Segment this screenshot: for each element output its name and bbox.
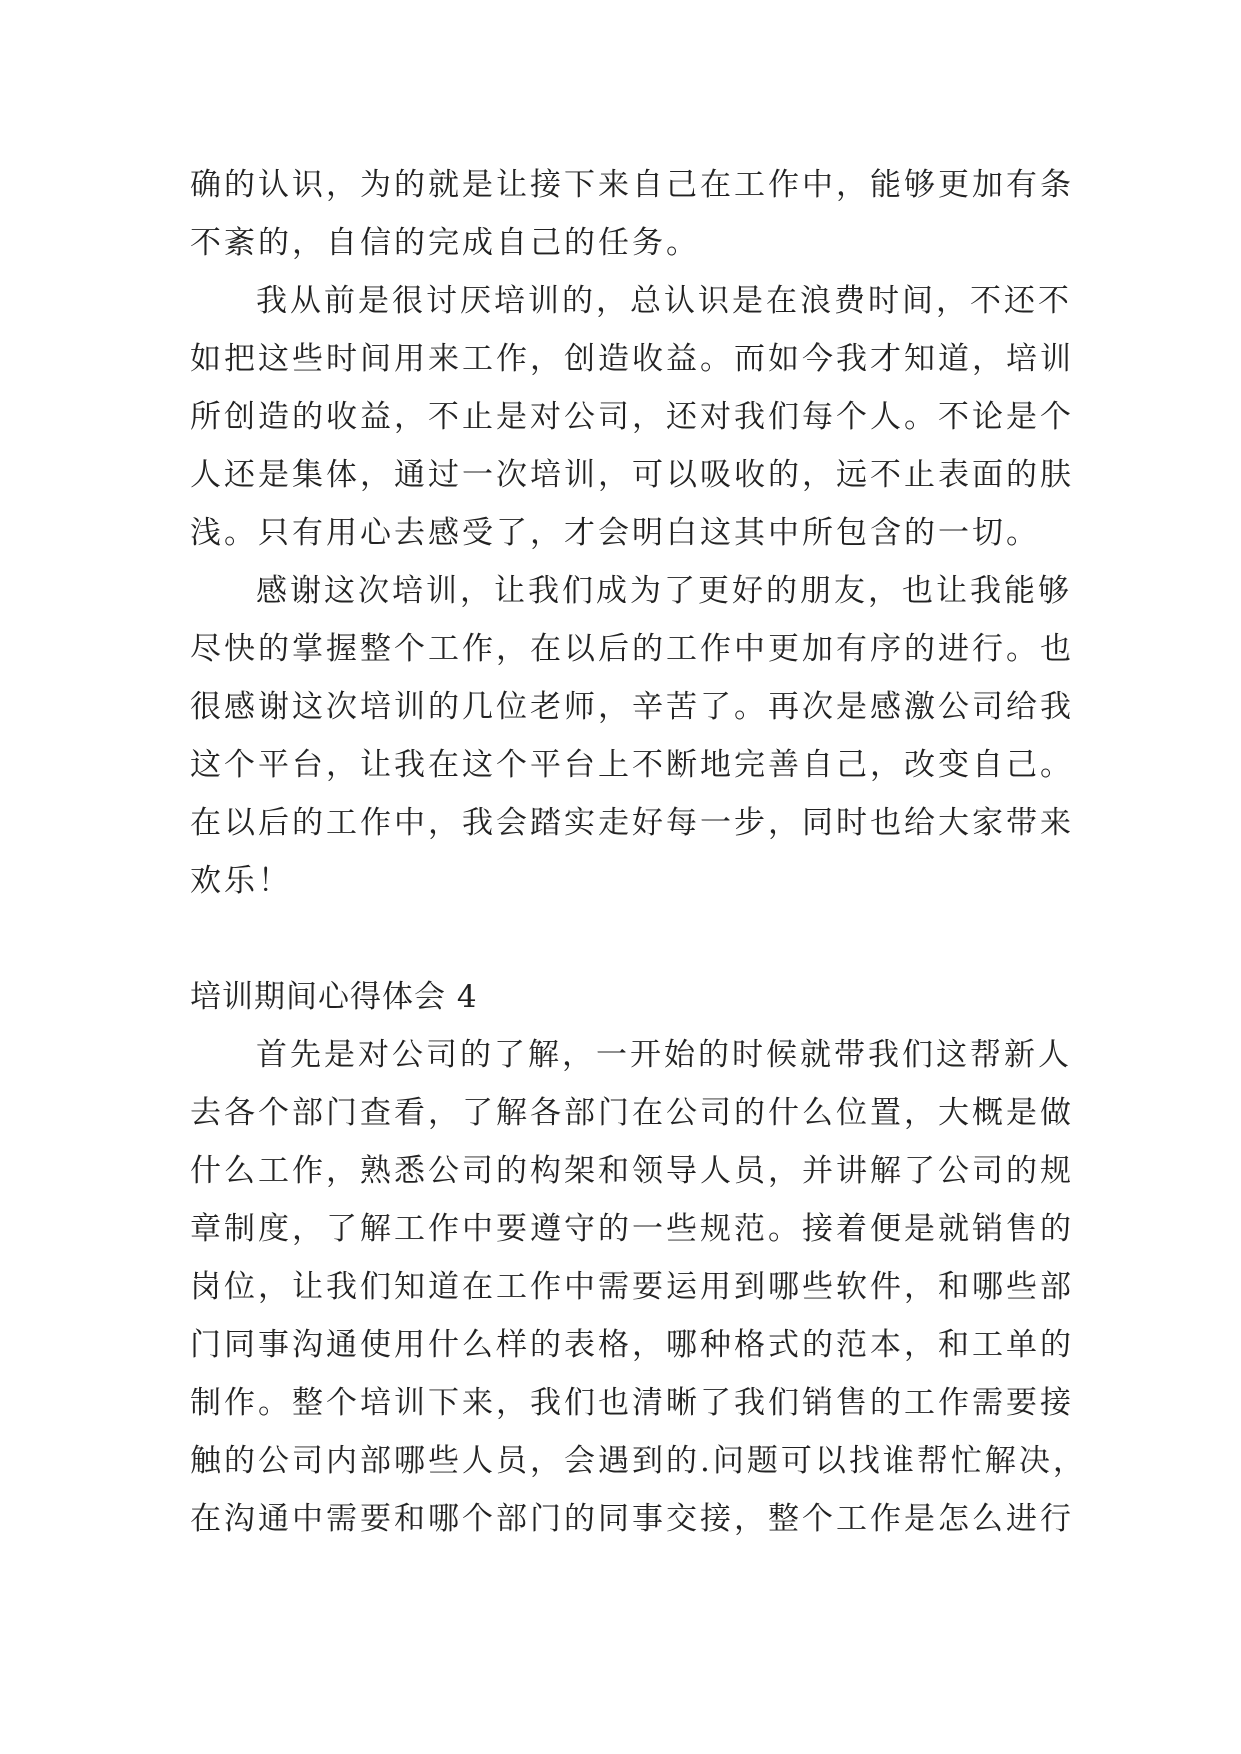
- text-line: 尽快的掌握整个工作，在以后的工作中更加有序的进行。也: [190, 631, 1074, 667]
- text-line: 人还是集体，通过一次培训，可以吸收的，远不止表面的肤: [190, 457, 1074, 493]
- text-line: 岗位，让我们知道在工作中需要运用到哪些软件，和哪些部: [190, 1269, 1074, 1305]
- blank-line: [190, 910, 1070, 968]
- text-line: 门同事沟通使用什么样的表格，哪种格式的范本，和工单的: [190, 1327, 1074, 1363]
- section-heading: 培训期间心得体会 4: [190, 979, 478, 1015]
- text-line: 首先是对公司的了解，一开始的时候就带我们这帮新人: [256, 1037, 1072, 1073]
- text-line: 在以后的工作中，我会踏实走好每一步，同时也给大家带来: [190, 805, 1074, 841]
- paragraph-3: [190, 562, 1074, 910]
- text-line: 感谢这次培训，让我们成为了更好的朋友，也让我能够: [256, 573, 1072, 609]
- paragraph-1: [190, 156, 1074, 272]
- text-line: 在沟通中需要和哪个部门的同事交接，整个工作是怎么进行: [190, 1501, 1074, 1537]
- text-line: 章制度，了解工作中要遵守的一些规范。接着便是就销售的: [190, 1211, 1074, 1247]
- text-line: 很感谢这次培训的几位老师，辛苦了。再次是感激公司给我: [190, 689, 1074, 725]
- text-line: 不紊的，自信的完成自己的任务。: [190, 225, 700, 261]
- document-body: [190, 156, 1087, 1548]
- text-line: 我从前是很讨厌培训的，总认识是在浪费时间，不还不: [256, 283, 1072, 319]
- text-line: 这个平台，让我在这个平台上不断地完善自己，改变自己。: [190, 747, 1074, 783]
- paragraph-2: [190, 272, 1074, 562]
- paragraph-4: [190, 1026, 1087, 1548]
- text-line: 如把这些时间用来工作，创造收益。而如今我才知道，培训: [190, 341, 1074, 377]
- text-line: 所创造的收益，不止是对公司，还对我们每个人。不论是个: [190, 399, 1074, 435]
- text-line: 去各个部门查看，了解各部门在公司的什么位置，大概是做: [190, 1095, 1074, 1131]
- text-line: 什么工作，熟悉公司的构架和领导人员，并讲解了公司的规: [190, 1153, 1074, 1189]
- text-line: 确的认识，为的就是让接下来自己在工作中，能够更加有条: [190, 167, 1074, 203]
- text-line: 欢乐！: [190, 863, 292, 899]
- text-line: 触的公司内部哪些人员，会遇到的.问题可以找谁帮忙解决，: [190, 1443, 1087, 1479]
- text-line: 制作。整个培训下来，我们也清晰了我们销售的工作需要接: [190, 1385, 1074, 1421]
- text-line: 浅。只有用心去感受了，才会明白这其中所包含的一切。: [190, 515, 1040, 551]
